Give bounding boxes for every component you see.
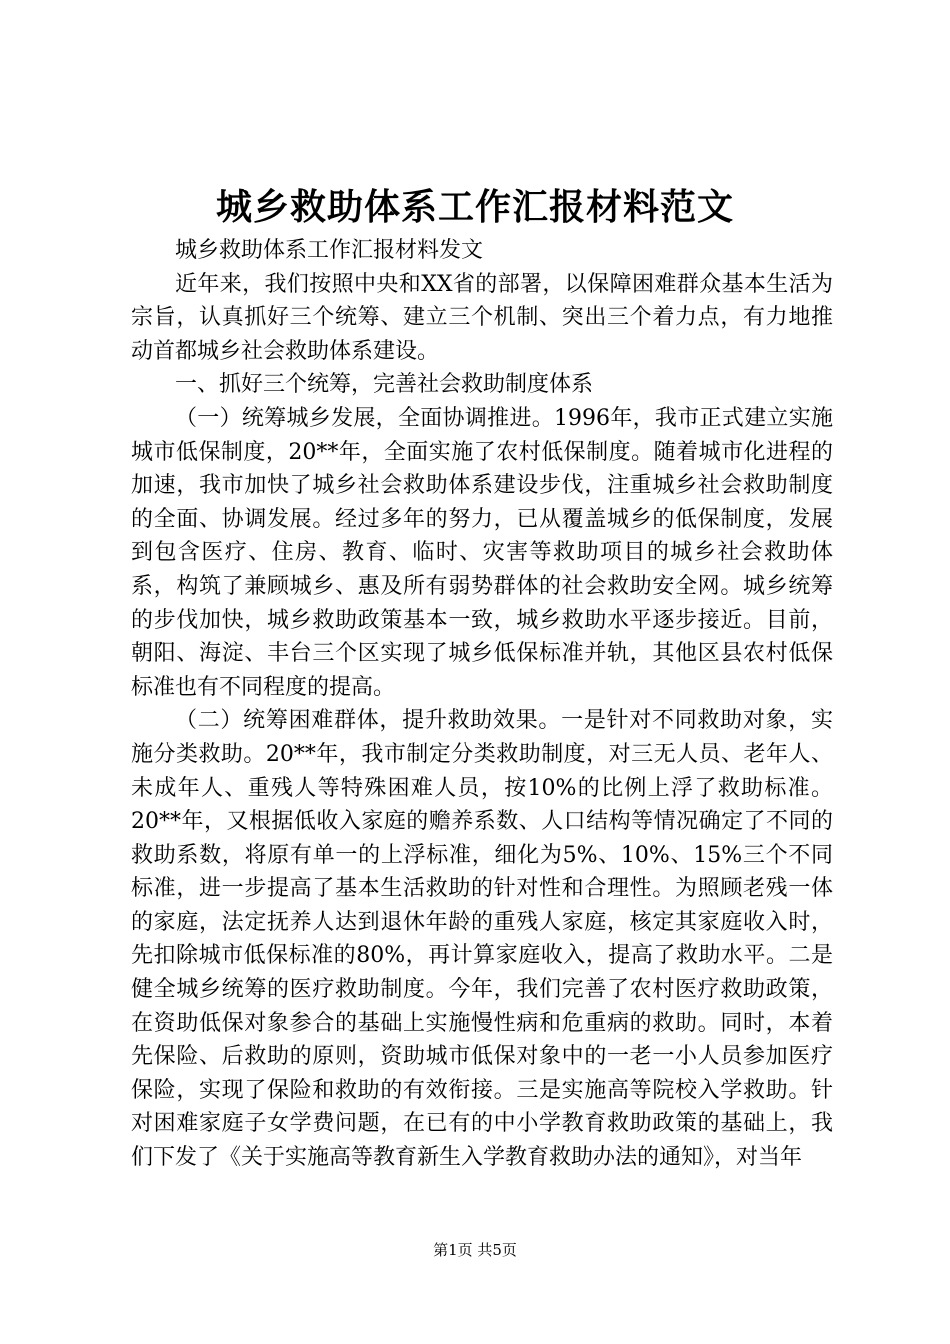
body-paragraph: （二）统筹困难群体，提升救助效果。一是针对不同救助对象，实施分类救助。20**年，我市制定分类救助制度，对三无人员、老年人、未成年人、重残人等特殊困难人员，按10%的比例上浮了救助标准。20**年，又根据低收入家庭的赡养系数、人口结构等情况确定了不同的救助系数，将原有单一的上浮标准，细化为5%、10%、15%三个不同标准，进一步提高了基本生活救助的针对性和合理性。为照顾老残一体的家庭，法定抚养人达到退休年龄的重残人家庭，核定其家庭收入时，先扣除城市低保标准的80%，再计算家庭收入，提高了救助水平。二是健全城乡统筹的医疗救助制度。今年，我们完善了农村医疗救助政策，在资助低保对象参合的基础上实施慢性病和危重病的救助。同时，本着先保险、后救助的原则，资助城市低保对象中的一老一小人员参加医疗保险，实现了保险和救助的有效衔接。三是实施高等院校入学救助。针对困难家庭子女学费问题，在已有的中小学教育救助政策的基础上，我们下发了《关于实施高等教育新生入学教育救助办法的通知》，对当年	[131, 708, 833, 1171]
document-body	[131, 234, 833, 1175]
body-paragraph: 近年来，我们按照中央和XX省的部署，以保障困难群众基本生活为宗旨，认真抓好三个统筹、建立三个机制、突出三个着力点，有力地推动首都城乡社会救助体系建设。	[131, 271, 833, 364]
document-title: 城乡救助体系工作汇报材料范文	[215, 186, 734, 228]
body-paragraph: （一）统筹城乡发展，全面协调推进。1996年，我市正式建立实施城市低保制度，20**年，全面实施了农村低保制度。随着城市化进程的加速，我市加快了城乡社会救助体系建设步伐，注重城乡社会救助制度的全面、协调发展。经过多年的努力，已从覆盖城乡的低保制度，发展到包含医疗、住房、教育、临时、灾害等救助项目的城乡社会救助体系，构筑了兼顾城乡、惠及所有弱势群体的社会救助安全网。城乡统筹的步伐加快，城乡救助政策基本一致，城乡救助水平逐步接近。目前，朝阳、海淀、丰台三个区实现了城乡低保标准并轨，其他区县农村低保标准也有不同程度的提高。	[131, 405, 833, 700]
body-paragraph: 城乡救助体系工作汇报材料发文	[175, 238, 484, 263]
page-number-footer: 第1页 共5页	[433, 1241, 517, 1259]
section-heading: 一、抓好三个统筹，完善社会救助制度体系	[175, 372, 594, 398]
